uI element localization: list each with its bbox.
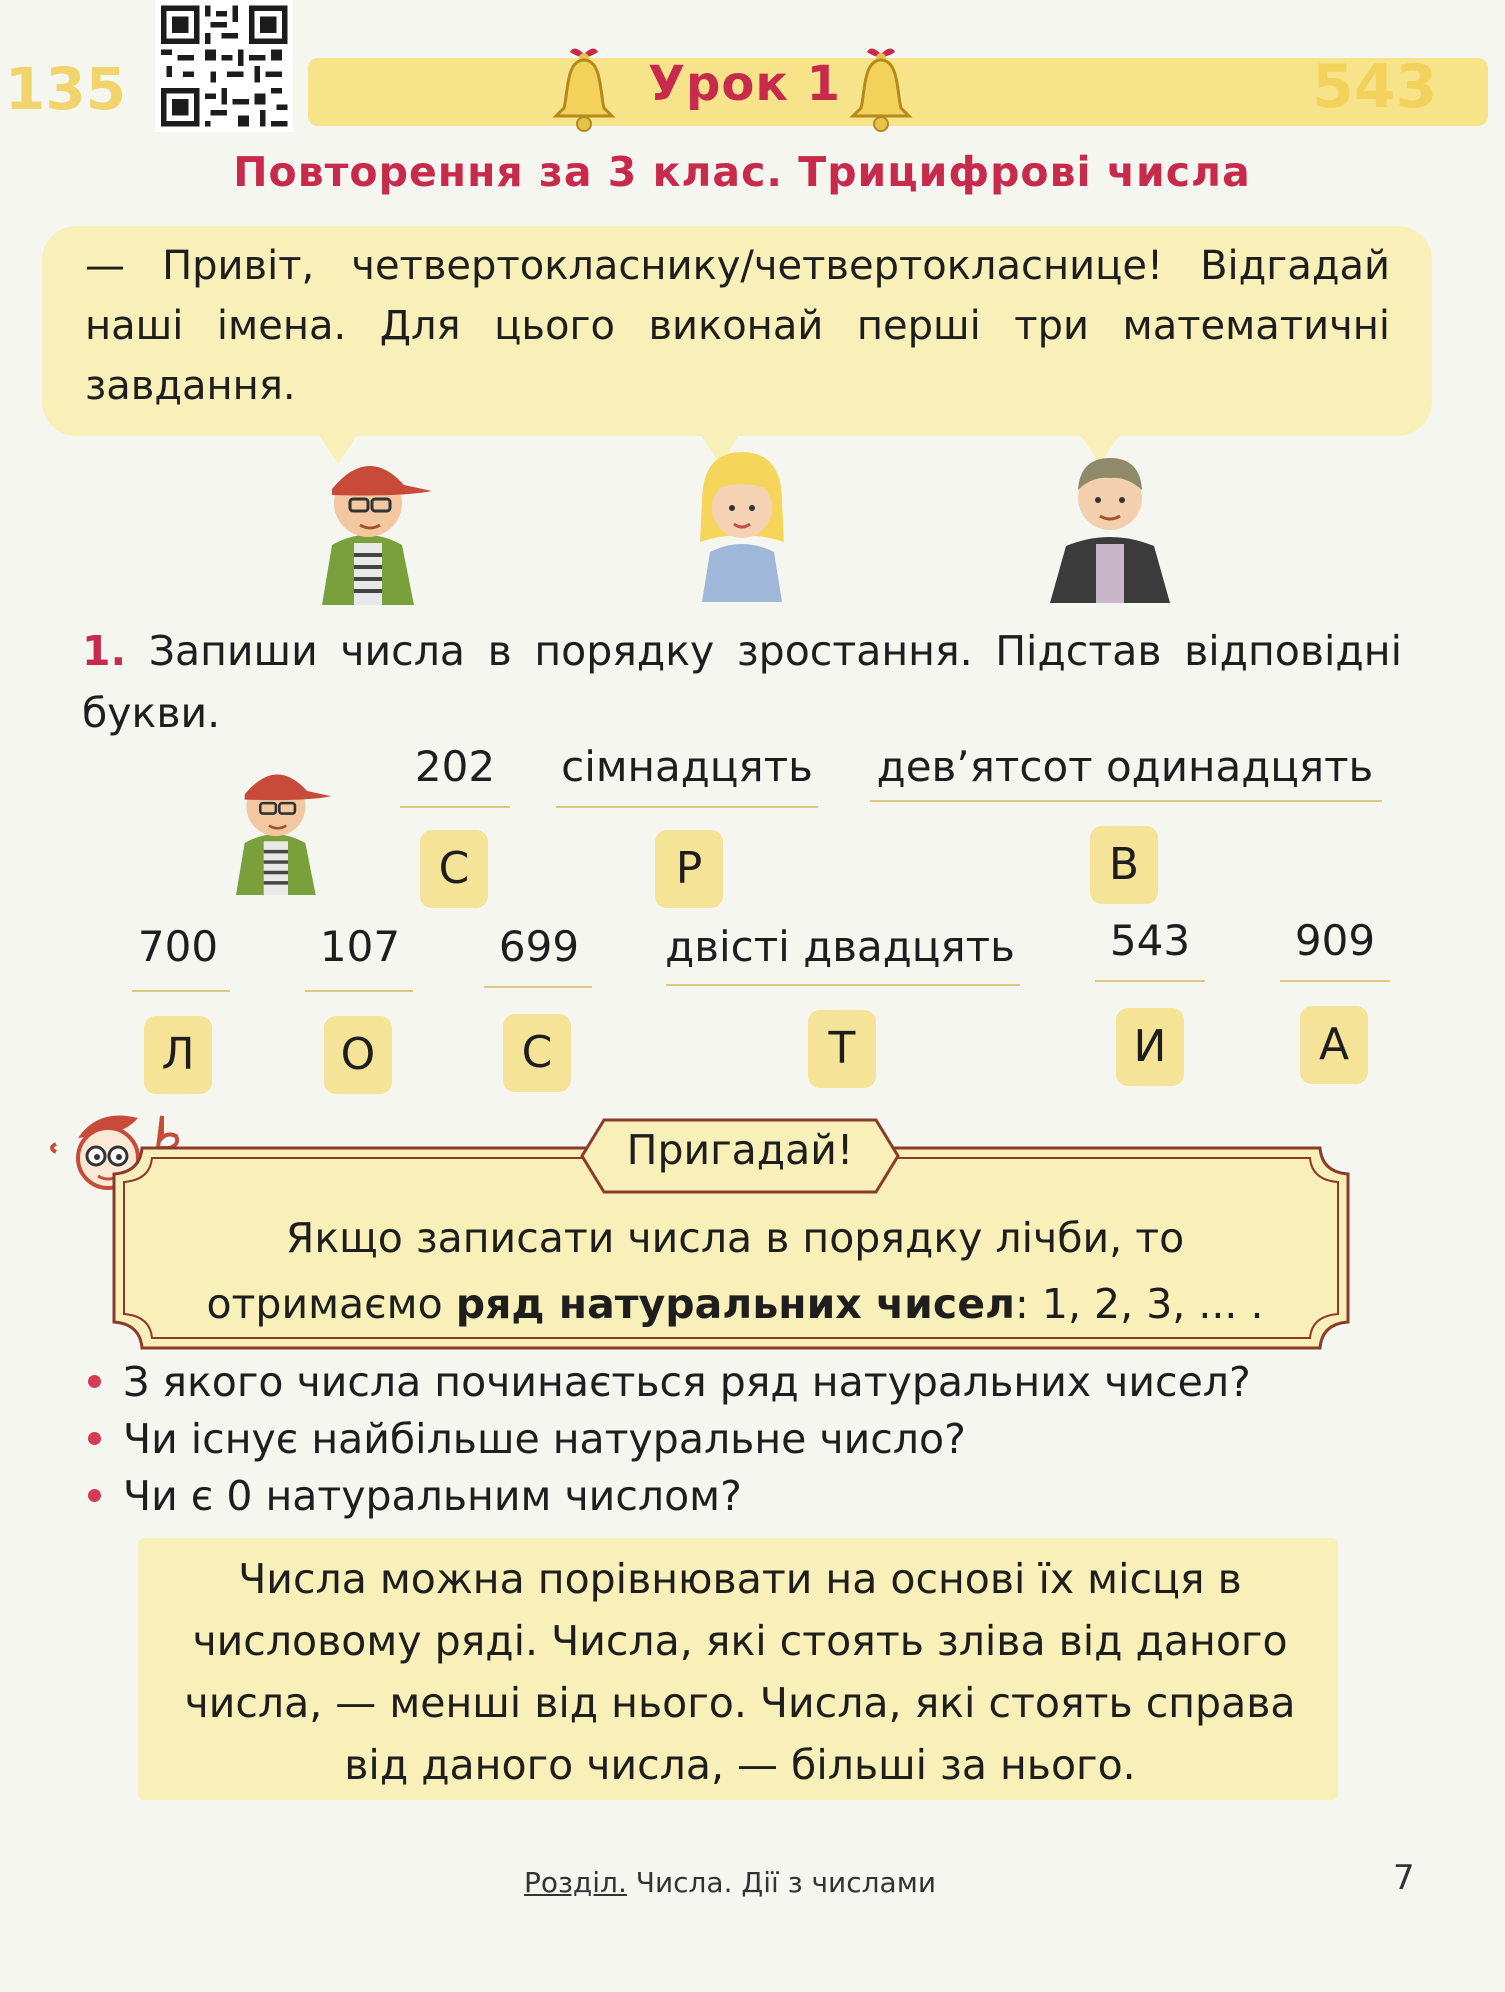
underline <box>870 800 1382 802</box>
underline <box>1095 980 1205 982</box>
number-item: 107 <box>319 922 401 971</box>
page-number: 7 <box>1393 1858 1415 1898</box>
banner-decoration-left: 135 <box>5 55 127 123</box>
letter-card: Р <box>655 830 723 908</box>
number-item: 543 <box>1109 916 1191 965</box>
question-item <box>88 1472 742 1520</box>
letter-card: И <box>1116 1008 1184 1086</box>
underline <box>484 986 592 988</box>
letter-card: С <box>420 830 488 908</box>
boy-illustration <box>1040 428 1180 603</box>
task-1-text <box>82 620 1402 744</box>
number-item: 699 <box>498 922 580 971</box>
number-item: 909 <box>1294 916 1376 965</box>
question-text: З якого числа починається ряд натуральних чисел? <box>123 1358 1251 1406</box>
underline <box>1280 980 1390 982</box>
letter-card: С <box>503 1014 571 1092</box>
underline <box>132 990 230 992</box>
number-item: сімнадцять <box>561 742 813 791</box>
girl-illustration <box>682 432 802 602</box>
number-item: двісті двадцять <box>665 922 1015 971</box>
question-item <box>88 1415 966 1463</box>
remember-line-1: Якщо записати числа в порядку лічби, то <box>285 1214 1185 1262</box>
letter-card: О <box>324 1016 392 1094</box>
footer-section-label: Розділ. <box>524 1866 627 1899</box>
remember-bold-term: ряд натуральних чисел <box>455 1280 1016 1328</box>
boy-with-cap-illustration <box>210 738 340 896</box>
rule-text: Числа можна порівнювати на основі їх місця в числовому ряді. Числа, які стоять зліва від даного числа, — менші від нього. Числа, які стоять справа від даного числа, — більші за нього. <box>184 1555 1296 1789</box>
bell-icon <box>845 44 917 136</box>
remember-text <box>140 1205 1330 1337</box>
remember-label: Пригадай! <box>626 1126 854 1174</box>
letter-card: Т <box>808 1010 876 1088</box>
bullet-icon <box>88 1375 101 1388</box>
number-item: дев’ятсот одинадцять <box>876 742 1374 791</box>
question-text: Чи існує найбільше натуральне число? <box>123 1415 966 1463</box>
task-number: 1. <box>82 627 127 675</box>
number-item: 202 <box>414 742 496 791</box>
footer-section-text: Числа. Дії з числами <box>635 1866 937 1899</box>
question-text: Чи є 0 натуральним числом? <box>123 1472 742 1520</box>
underline <box>666 984 1020 986</box>
qr-code <box>155 0 293 132</box>
remember-line-2-prefix: отримаємо <box>206 1280 443 1328</box>
letter-card: А <box>1300 1006 1368 1084</box>
bullet-icon <box>88 1432 101 1445</box>
lesson-title: Урок 1 <box>648 56 842 112</box>
remember-line-2-suffix: : 1, 2, 3, ... . <box>1015 1280 1264 1328</box>
underline <box>305 990 413 992</box>
banner-decoration-right: 543 <box>1312 52 1438 122</box>
task-instruction: Запиши числа в порядку зростання. Підстав відповідні букви. <box>82 627 1402 737</box>
bubble-text: — Привіт, четвертокласнику/четвертокласнице! Відгадай наші імена. Для цього виконай перші три математичні завдання. <box>85 243 1390 409</box>
footer <box>524 1866 936 1899</box>
boy-with-cap-illustration <box>292 425 442 605</box>
lesson-subtitle: Повторення за 3 клас. Трицифрові числа <box>233 148 1251 196</box>
number-item: 700 <box>137 922 219 971</box>
letter-card: В <box>1090 826 1158 904</box>
underline <box>400 806 510 808</box>
underline <box>556 806 818 808</box>
question-item <box>88 1358 1251 1406</box>
letter-card: Л <box>144 1016 212 1094</box>
bell-icon <box>548 44 620 136</box>
bullet-icon <box>88 1489 101 1502</box>
